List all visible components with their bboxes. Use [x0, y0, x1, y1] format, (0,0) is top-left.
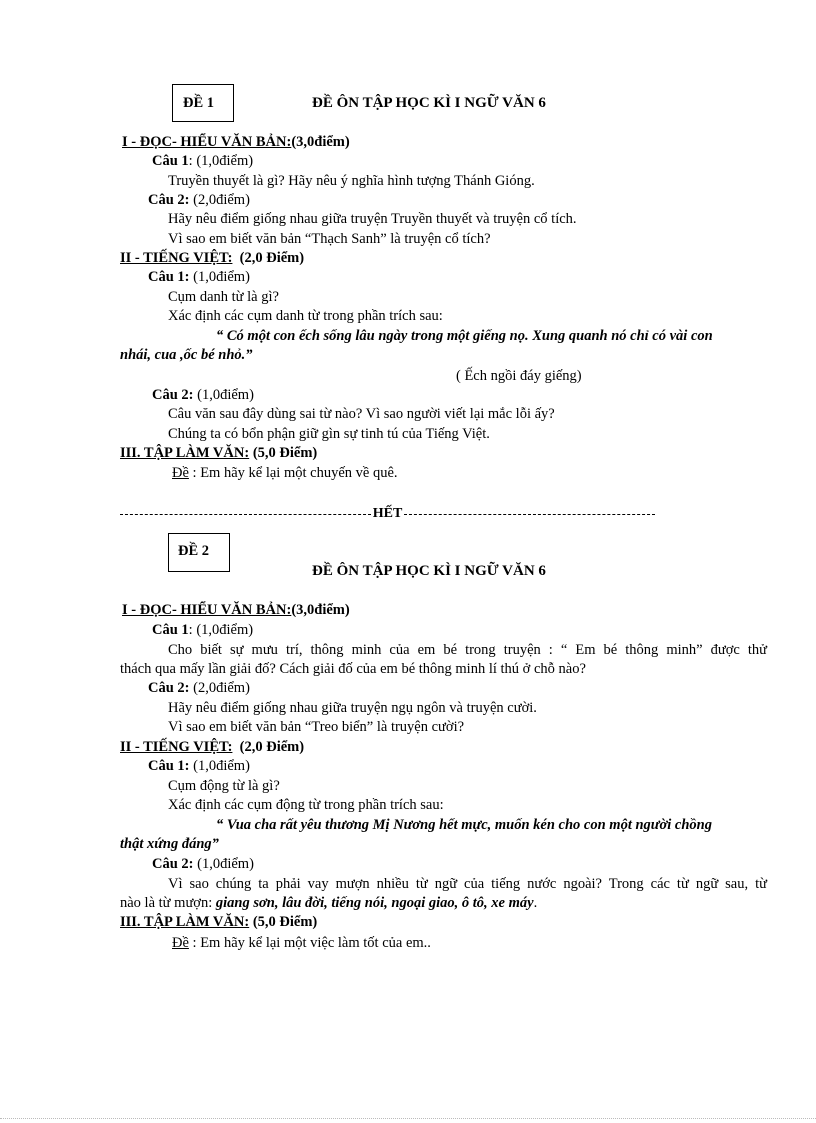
exam2-essay-prompt: Đề : Em hãy kể lại một việc làm tốt của em.. — [172, 935, 431, 951]
exam2-s2-q1-heading: Câu 1: (1,0điểm) — [148, 758, 250, 774]
exam1-quote-1: “ Có một con ếch sống lâu ngày trong một giếng nọ. Xung quanh nó chỉ có vài con — [216, 328, 713, 344]
borrowed-words-list: giang sơn, lâu đời, tiếng nói, ngoại giao, ô tô, xe máy — [215, 895, 534, 911]
exam2-q2-text-2: Vì sao em biết văn bản “Treo biển” là truyện cười? — [168, 719, 465, 735]
exam1-s2-q2-text-1: Câu văn sau đây dùng sai từ nào? Vì sao người viết lại mắc lỗi ấy? — [168, 406, 555, 422]
page-bottom-border — [0, 1118, 816, 1119]
exam2-section1-heading: I - ĐỌC- HIỂU VĂN BẢN:(3,0điểm) — [122, 602, 350, 618]
exam2-section3-heading: III. TẬP LÀM VĂN: (5,0 Điểm) — [120, 914, 318, 930]
exam1-label: ĐỀ 1 — [183, 95, 215, 111]
exam2-label: ĐỀ 2 — [178, 543, 210, 559]
exam2-quote-1: “ Vua cha rất yêu thương Mị Nương hết mực, muốn kén cho con một người chồng — [216, 817, 712, 833]
exam1-s2-q2-heading: Câu 2: (1,0điểm) — [152, 387, 254, 403]
exam2-q1-text-2: thách qua mấy lần giải đố? Cách giải đố của em bé thông minh lí thú ở chỗ nào? — [120, 661, 586, 677]
exam2-q1-text-1: Cho biết sự mưu trí, thông minh của em bé trong truyện : “ Em bé thông minh” được thử — [168, 642, 767, 658]
exam2-quote-2: thật xứng đáng” — [120, 836, 219, 852]
exam1-title: ĐỀ ÔN TẬP HỌC KÌ I NGỮ VĂN 6 — [312, 95, 546, 111]
exam1-q2-text-1: Hãy nêu điểm giống nhau giữa truyện Truyền thuyết và truyện cổ tích. — [168, 211, 577, 227]
exam2-section2-heading: II - TIẾNG VIỆT: (2,0 Điểm) — [120, 739, 305, 755]
exam1-section2-heading: II - TIẾNG VIỆT: (2,0 Điểm) — [120, 250, 305, 266]
exam1-q1-text: Truyền thuyết là gì? Hãy nêu ý nghĩa hình tượng Thánh Gióng. — [168, 173, 535, 189]
exam2-s2-q1-text-2: Xác định các cụm động từ trong phần trích sau: — [168, 797, 444, 813]
separator-dash-right — [404, 514, 655, 515]
exam2-q2-heading: Câu 2: (2,0điểm) — [148, 680, 250, 696]
exam2-q2-text-1: Hãy nêu điểm giống nhau giữa truyện ngụ ngôn và truyện cười. — [168, 700, 537, 716]
exam1-quote-2: nhái, cua ,ốc bé nhỏ.” — [120, 347, 253, 363]
exam1-essay-prompt: Đề : Em hãy kể lại một chuyến về quê. — [172, 465, 398, 481]
exam1-s2-q1-text-1: Cụm danh từ là gì? — [168, 289, 279, 305]
exam2-s2-q2-text-1: Vì sao chúng ta phải vay mượn nhiều từ ngữ của tiếng nước ngoài? Trong các từ ngữ sau, từ — [168, 876, 767, 892]
exam2-q1-heading: Câu 1: (1,0điểm) — [152, 622, 254, 638]
exam1-s2-q1-heading: Câu 1: (1,0điểm) — [148, 269, 250, 285]
exam2-title: ĐỀ ÔN TẬP HỌC KÌ I NGỮ VĂN 6 — [312, 563, 546, 579]
exam1-q1-heading: Câu 1: (1,0điểm) — [152, 153, 254, 169]
separator-dash-left — [120, 514, 371, 515]
exam1-s2-q1-text-2: Xác định các cụm danh từ trong phần trích sau: — [168, 308, 443, 324]
separator-text: HẾT — [372, 506, 403, 521]
exam1-q2-heading: Câu 2: (2,0điểm) — [148, 192, 250, 208]
exam1-quote-source: ( Ếch ngồi đáy giếng) — [456, 368, 582, 384]
end-separator — [120, 506, 655, 522]
exam1-section3-heading: III. TẬP LÀM VĂN: (5,0 Điểm) — [120, 445, 318, 461]
exam2-s2-q1-text-1: Cụm động từ là gì? — [168, 778, 280, 794]
exam2-s2-q2-text-2: nào là từ mượn: giang sơn, lâu đời, tiếng nói, ngoại giao, ô tô, xe máy. — [120, 895, 538, 911]
exam1-s2-q2-text-2: Chúng ta có bổn phận giữ gìn sự tinh tú của Tiếng Việt. — [168, 426, 490, 442]
exam1-q2-text-2: Vì sao em biết văn bản “Thạch Sanh” là truyện cổ tích? — [168, 231, 491, 247]
exam2-s2-q2-heading: Câu 2: (1,0điểm) — [152, 856, 254, 872]
exam1-section1-heading: I - ĐỌC- HIỂU VĂN BẢN:(3,0điểm) — [122, 134, 350, 150]
